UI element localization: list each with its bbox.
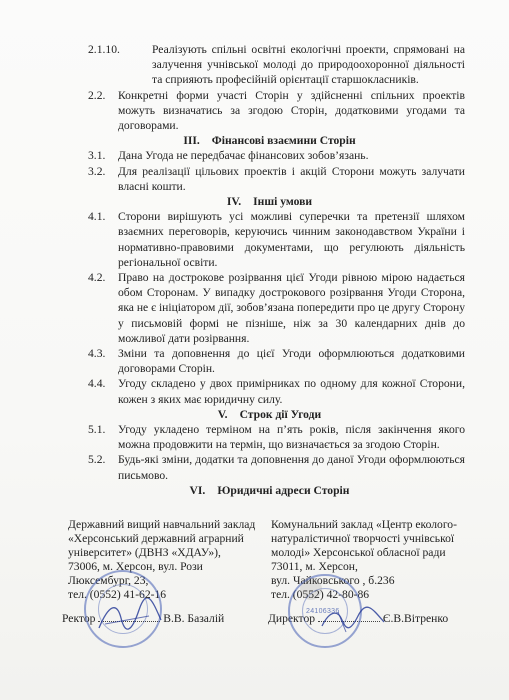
section-heading-6 [0, 483, 509, 498]
clause-3-2 [0, 164, 509, 194]
clause-3-1 [0, 148, 509, 163]
clause-text: Сторони вирішують усі можливі суперечки та претензії шляхом взаємних переговорів, керуючись чинним законодавством України і нормативно-правовими документами, що регулюють діяльність регіональної освіти. [118, 210, 465, 269]
section-number: IV. [226, 195, 242, 209]
right-signature-icon [318, 602, 388, 636]
clause-number: 4.4. [88, 377, 106, 391]
left-signature-icon [95, 598, 165, 638]
section-title: Строк дії Угоди [239, 407, 322, 421]
address-line: Люксембург, 23, [68, 574, 149, 587]
clause-text: Для реалізації цільових проектів і акцій Сторони можуть залучати власні кошти. [118, 164, 465, 193]
clause-2-2 [0, 88, 509, 134]
address-line: вул. Чайковського , б.236 [271, 574, 395, 587]
clause-5-1 [0, 422, 509, 452]
signatory-role: Ректор [62, 612, 96, 625]
section-title: Інші умови [253, 195, 313, 209]
clause-number: 4.1. [88, 210, 106, 224]
signatory-name: В.В. Базалій [163, 612, 225, 625]
section-title: Юридичні адреси Сторін [217, 483, 350, 497]
clause-4-3 [0, 346, 509, 376]
address-line: 73011, м. Херсон, [271, 560, 358, 573]
section-number: III. [183, 134, 200, 148]
clause-text: Будь-які зміни, додатки та доповнення до даної Угоди оформлюються письмово. [118, 453, 465, 482]
address-line: 73006, м. Херсон, вул. Рози [68, 560, 203, 573]
clause-4-2 [0, 270, 509, 346]
clause-text: Реалізують спільні освітні екологічні проекти, спрямовані на залучення учнівської молоді до природоохоронної діяльності та сприяють професійній орієнтації старшокласників. [152, 43, 465, 87]
clause-text: Угоду складено у двох примірниках по одному для кожної Сторони, кожен з яких має юридичну силу. [118, 377, 465, 406]
clause-text: Угоду укладено терміном на п’ять років, після закінчення якого можна продовжити на термін, що визначається за згодою Сторін. [118, 423, 465, 452]
punch-hole-icon [300, 578, 322, 600]
section-number: V. [217, 407, 228, 421]
clause-number: 2.1.10. [88, 43, 120, 56]
clause-text: Конкретні форми участі Сторін у здійсненні спільних проектів можуть визначатись за згодою Сторін, додатковими угодами та договорами. [118, 88, 465, 133]
clause-2-1-10 [0, 42, 509, 88]
phone-line: тел. (0552) 42-80-86 [271, 588, 370, 601]
address-line: молоді» Херсонської обласної ради [271, 546, 446, 559]
address-line: «Херсонський державний аграрний [68, 532, 244, 545]
address-line: Державний вищий навчальний заклад [68, 518, 256, 531]
phone-line: тел. (0552) 41-62-16 [68, 588, 167, 601]
clause-number: 5.1. [88, 423, 106, 437]
signatory-name: Є.В.Вітренко [382, 612, 449, 625]
clause-4-1 [0, 209, 509, 270]
clause-number: 4.2. [88, 271, 106, 285]
clause-number: 5.2. [88, 453, 106, 467]
section-heading-4 [0, 194, 509, 209]
section-title: Фінансові взаємини Сторін [211, 134, 356, 148]
address-line: натуралістичної творчості учнівської [271, 532, 455, 545]
clause-text: Дана Угода не передбачає фінансових зобов’язань. [118, 149, 369, 163]
stamp-code: 24106336 [306, 608, 340, 615]
signatory-role: Директор [268, 612, 316, 625]
address-line: університет» (ДВНЗ «ХДАУ»), [68, 546, 221, 559]
clause-4-4 [0, 376, 509, 406]
clause-number: 3.1. [88, 149, 106, 163]
clause-5-2 [0, 452, 509, 482]
section-heading-3 [0, 133, 509, 148]
clause-number: 2.2. [88, 88, 106, 102]
clause-text: Зміни та доповнення до цієї Угоди оформлюються додатковими договорами Сторін. [118, 347, 465, 376]
address-line: Комунальний заклад «Центр еколого- [271, 518, 457, 531]
section-number: VI. [189, 483, 206, 497]
clause-number: 4.3. [88, 347, 106, 361]
clause-number: 3.2. [88, 164, 106, 178]
clause-text: Право на дострокове розірвання цієї Угоди рівною мірою надається обом Сторонам. У випадку дострокового розірвання Угоди Сторона, яка не є ініціатором дії, зобов’язана попередити про це другу Сторону у письмовій формі не пізніше, ніж за 30 календарних днів до можливої дати розірвання. [118, 271, 466, 345]
section-heading-5 [0, 407, 509, 422]
